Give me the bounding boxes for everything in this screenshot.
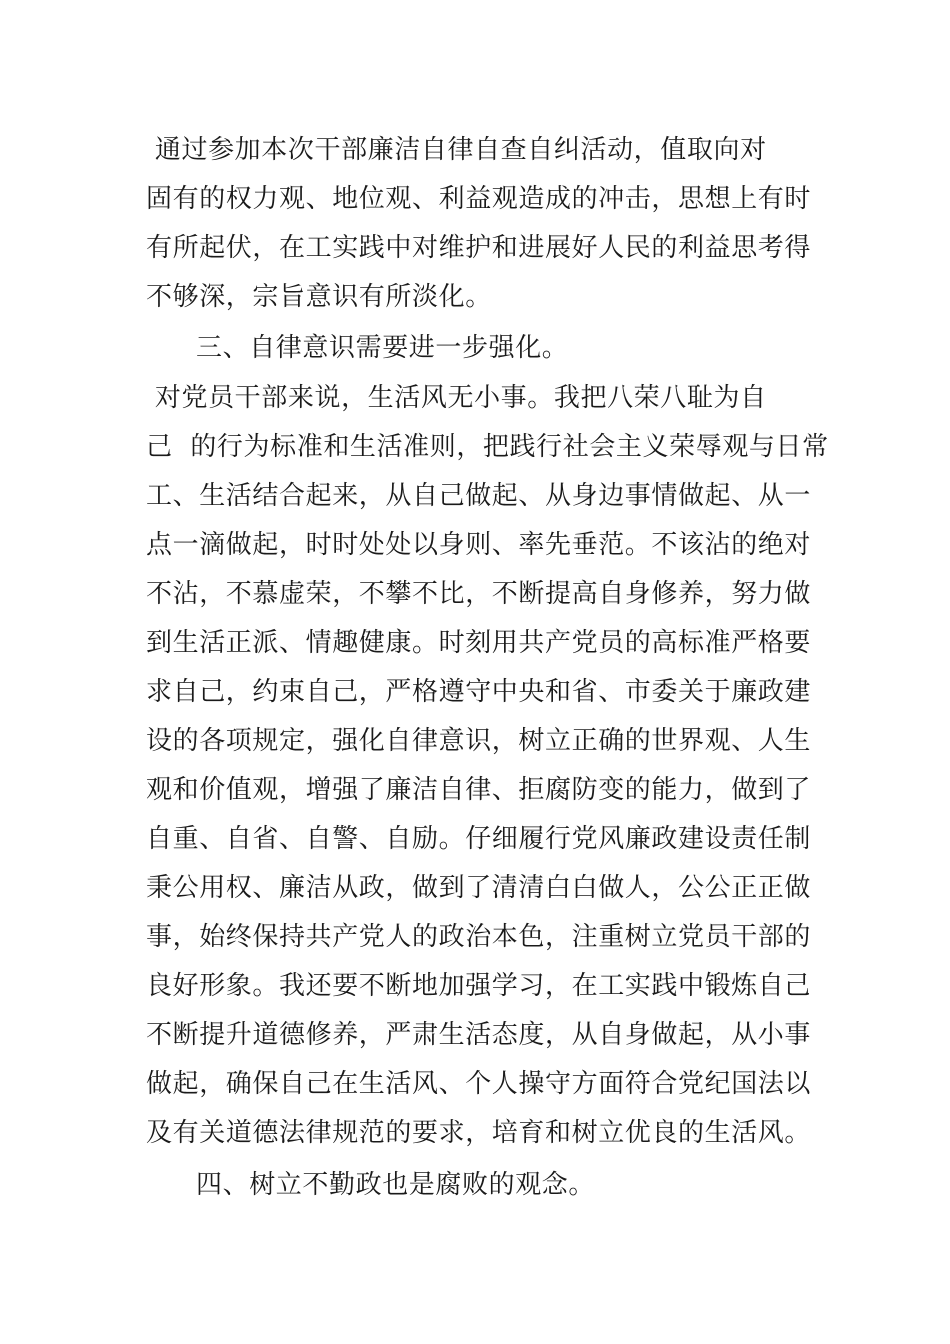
section-heading: 四、树立不勤政也是腐败的观念。 bbox=[196, 1170, 596, 1200]
text-line: 到生活正派、情趣健康。时刻用共产党员的高标准严格要 bbox=[146, 628, 812, 658]
text-line: 工、生活结合起来，从自己做起、从身边事情做起、从一 bbox=[146, 481, 812, 511]
text-line: 良好形象。我还要不断地加强学习，在工实践中锻炼自己 bbox=[146, 971, 812, 1001]
text-line: 不够深，宗旨意识有所淡化。 bbox=[146, 282, 492, 312]
text-line: 秉公用权、廉洁从政，做到了清清白白做人，公公正正做 bbox=[146, 873, 812, 903]
text-line: 事，始终保持共产党人的政治本色，注重树立党员干部的 bbox=[146, 922, 812, 952]
text-line: 对党员干部来说，生活风无小事。我把八荣八耻为自 bbox=[146, 383, 767, 413]
text-line: 设的各项规定，强化自律意识，树立正确的世界观、人生 bbox=[146, 726, 812, 756]
text-line: 及有关道德法律规范的要求，培育和树立优良的生活风。 bbox=[146, 1118, 812, 1148]
text-line: 己 的行为标准和生活准则，把践行社会主义荣辱观与日常 bbox=[146, 432, 829, 462]
text-line: 固有的权力观、地位观、利益观造成的冲击，思想上有时 bbox=[146, 184, 812, 214]
text-line: 自重、自省、自警、自励。仔细履行党风廉政建设责任制 bbox=[146, 824, 812, 854]
text-line: 做起，确保自己在生活风、个人操守方面符合党纪国法以 bbox=[146, 1069, 812, 1099]
text-line: 不断提升道德修养，严肃生活态度，从自身做起，从小事 bbox=[146, 1020, 812, 1050]
text-line: 通过参加本次干部廉洁自律自查自纠活动，值取向对 bbox=[146, 135, 767, 165]
text-line: 有所起伏，在工实践中对维护和进展好人民的利益思考得 bbox=[146, 233, 812, 263]
section-heading: 三、自律意识需要进一步强化。 bbox=[196, 333, 569, 363]
text-line: 点一滴做起，时时处处以身则、率先垂范。不该沾的绝对 bbox=[146, 530, 812, 560]
text-line: 求自己，约束自己，严格遵守中央和省、市委关于廉政建 bbox=[146, 677, 812, 707]
text-line: 不沾，不慕虚荣，不攀不比，不断提高自身修养，努力做 bbox=[146, 579, 812, 609]
text-line: 观和价值观，增强了廉洁自律、拒腐防变的能力，做到了 bbox=[146, 775, 812, 805]
